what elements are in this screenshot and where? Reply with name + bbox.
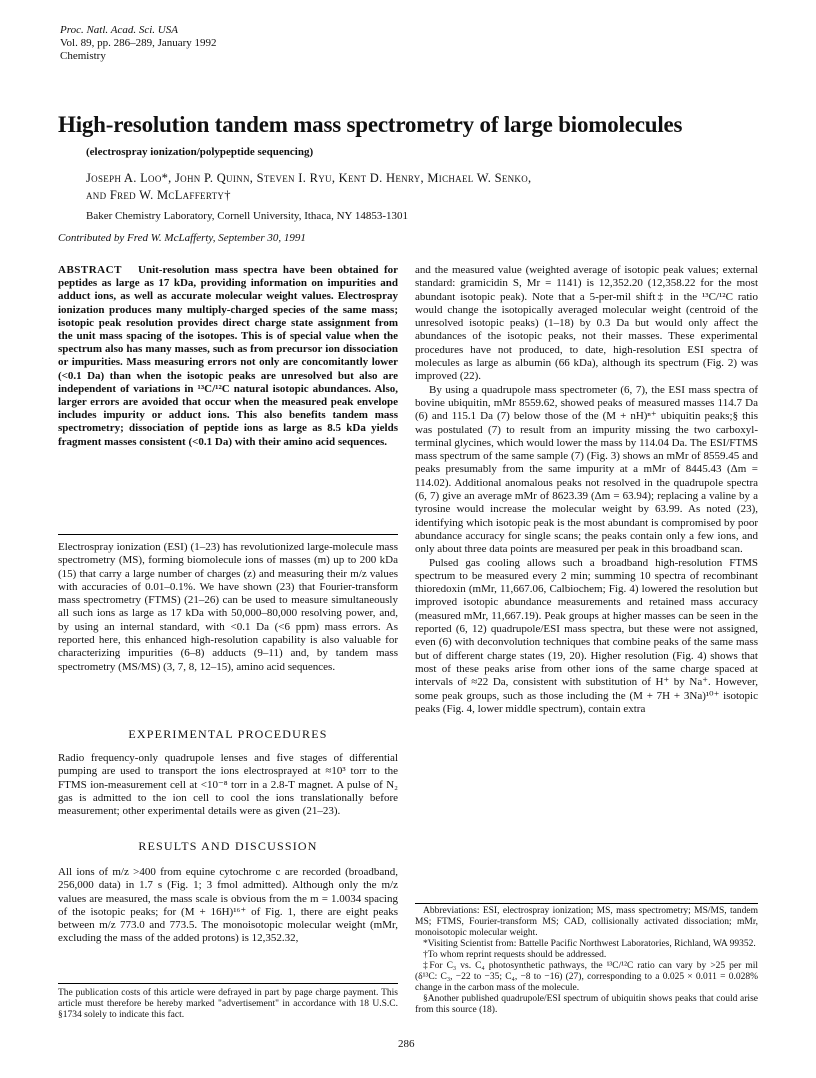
intro-text: Electrospray ionization (ESI) (1–23) has revolutionized large-molecule mass spectrometry (MS), forming biomolecule ions of masses (m) up to 200 kDa (15) that carry a large number of charges (z) and measuring their m/z values with accuracies of 0.01–0.1%. We have shown (23) that Fourier-transform mass spectrometry (FTMS) (21–26) can be used to measure simultaneously all such ions as large as 17 kDa with 50,000–80,000 resolving power, and, by using an internal standard, with <0.1 Da (<6 ppm) mass errors. As reported here, this enhanced high-resolution capability is also valuable for characterizing impurities (6–8) adducts (9–11) and, by tandem mass spectrometry (MS/MS) (3, 7, 8, 12–15), amino acid sequences. <box>58 541 398 673</box>
results-paragraph <box>58 866 398 946</box>
journal-header <box>60 24 217 63</box>
journal-section: Chemistry <box>60 50 106 62</box>
footnote-divider <box>415 903 758 904</box>
abstract-divider <box>58 534 398 535</box>
right-paragraph-3: Pulsed gas cooling allows such a broadband high-resolution FTMS spectrum to be measured every 2 min; summing 10 spectra of recombinant thioredoxin (mMr, 11,667.06, Calbiochem; Fig. 4) lowered the resolution but improved isotopic abundance measurements and retained mass accuracy (measured mMr, 11,667.19). Peak groups at higher masses can be seen in the reported (6, 12) quadrupole/ESI mass spectra, but these were not assigned, even (6) with deconvolution techniques that combine peaks of the same mass but of different charge states (19, 20). Higher resolution (Fig. 4) shows that most of these peaks arise from other ions of the same charge spaced at intervals of ≈22 Da, consistent with substitution of H⁺ by Na⁺. However, some peak groups, such as those including the (M + 7H + 3Na)¹⁰⁺ isotopic peaks (Fig. 4, lower middle spectrum), contain extra <box>415 556 758 715</box>
journal-name: Proc. Natl. Acad. Sci. USA <box>60 24 178 36</box>
article-authors <box>86 170 746 204</box>
pubcost-divider <box>58 983 398 984</box>
footnote-reprint: †To whom reprint requests should be addressed. <box>423 950 607 960</box>
article-keywords: (electrospray ionization/polypeptide sequencing) <box>86 146 314 158</box>
authors-line-2: and Fred W. McLafferty† <box>86 188 231 202</box>
results-heading: RESULTS AND DISCUSSION <box>138 839 318 853</box>
affiliation: Baker Chemistry Laboratory, Cornell University, Ithaca, NY 14853-1301 <box>86 210 408 222</box>
abstract <box>58 264 398 449</box>
footnote-abbreviations: Abbreviations: ESI, electrospray ionization; MS, mass spectrometry; MS/MS, tandem MS; FTMS, Fourier-transform MS; CAD, collisionally activated dissociation; mMr, monoisotopic molecular weight. <box>415 906 758 938</box>
right-paragraph-2: By using a quadrupole mass spectrometer (6, 7), the ESI mass spectra of bovine ubiquitin, mMr 8559.62, showed peaks of measured masses 114.7 Da (6) and 115.1 Da (7) below those of the (M + nH)ⁿ⁺ ubiquitin peaks;§ this was postulated (7) to result from an impurity missing the two carboxyl-terminal glycines, which would lower the mass by 114.04 Da. The ESI/FTMS mass spectrum of the same sample (7) (Fig. 3) shows an mMr of 8559.45 and peaks presumably from the same impurity at a mMr of 8445.43 (Δm = 114.02). Additional anomalous peaks not resolved in the quadrupole spectra (6, 7) give an average mMr of 8623.39 (Δm = 63.94); replacing a valine by a tyrosine would increase the molecular weight by 63.99. As noted (23), identifying which isotopic peak is the most abundant is compromised by poor abundance accuracy for single scans; the peaks contain only a few ions, and only about three data points are measured per peak in this broadband scan. <box>415 383 758 556</box>
footnote-other: §Another published quadrupole/ESI spectrum of ubiquitin shows peaks that could arise from this source (18). <box>415 994 758 1015</box>
journal-volume: Vol. 89, pp. 286–289, January 1992 <box>60 37 217 49</box>
footnotes <box>415 906 758 1016</box>
experimental-text: Radio frequency-only quadrupole lenses and five stages of differential pumping are used to transport the ions electrosprayed at ≈10³ torr to the FTMS ion-measurement cell at <10⁻⁸ torr in a 2.8-T magnet. A pulse of N₂ gas is admitted to the ion cell to cool the ions translationally before measurement; other experimental details were as given (21–23). <box>58 752 398 818</box>
intro-paragraph <box>58 541 398 674</box>
contributed-by: Contributed by Fred W. McLafferty, September 30, 1991 <box>58 232 306 244</box>
experimental-heading: EXPERIMENTAL PROCEDURES <box>128 727 328 741</box>
experimental-paragraph <box>58 752 398 818</box>
footnote-isotope: ‡For C₃ vs. C₄ photosynthetic pathways, the ¹³C/¹²C ratio can vary by >25 per mil (δ¹³C: C₃, −22 to −35; C₄, −8 to −16) (27), corresponding to a 0.025 × 0.011 = 0.028% change in the carbon mass of the molecule. <box>415 961 758 993</box>
right-column <box>415 264 758 716</box>
footnote-visiting: *Visiting Scientist from: Battelle Pacific Northwest Laboratories, Richland, WA 99352. <box>423 939 756 949</box>
page-number: 286 <box>398 1038 415 1050</box>
article-title: High-resolution tandem mass spectrometry of large biomolecules <box>58 112 683 137</box>
results-text: All ions of m/z >400 from equine cytochrome c are recorded (broadband, 256,000 data) in 1.7 s (Fig. 1; 3 fmol admitted). Although only the m/z values are measured, the mass scale is obvious from the m = 1.0034 spacing of the isotopic peaks; for (M + 16H)¹⁶⁺ of Fig. 1, there are eight peaks between m/z 773.0 and 773.5. The monoisotopic molecular weight (mMr, excluding the mass of the added protons) is 12,352.32, <box>58 866 398 945</box>
authors-line-1: Joseph A. Loo*, John P. Quinn, Steven I. Ryu, Kent D. Henry, Michael W. Senko, <box>86 171 532 185</box>
publication-cost-note: The publication costs of this article were defrayed in part by page charge payment. This article must therefore be hereby marked "advertisement" in accordance with 18 U.S.C. §1734 solely to indicate this fact. <box>58 988 398 1020</box>
right-paragraph-1: and the measured value (weighted average of isotopic peak values; external standard: gramicidin S, Mr = 1141) is 12,352.20 (12,358.22 for the most abundant isotopic peak). Note that a 5-per-mil shift‡ in the ¹³C/¹²C ratio would change the isotopically averaged molecular weight (centroid of the unresolved isotopic peaks) (1–18) by 0.3 Da but would only affect the abundances of the isotopic peaks, not their masses. These experimental procedures have not produced, to date, high-resolution ESI spectra of molecules as large as albumin (66 kDa), although its spectrum (Fig. 2) was improved (22). <box>415 264 758 383</box>
abstract-label: ABSTRACT <box>58 264 122 276</box>
abstract-text: Unit-resolution mass spectra have been obtained for peptides as large as 17 kDa, providing information on impurities and adduct ions, as well as accurate molecular weight values. Electrospray ionization produces many multiply-charged species of the same mass; isotopic peak resolution provides direct charge state assignment from the unit mass spacing of the isotopes. This is of special value when the spectrum also has many masses, such as from precursor ion dissociation or impurities. Mass measuring errors not only are concomitantly lower (<0.1 Da) than when the isotopic peaks are unresolved but also are independent of variations in ¹³C/¹²C natural isotopic abundances. Also, larger errors are avoided that occur when the measured peak envelope includes impurity or adduct ions. This also benefits tandem mass spectrometry; dissociation of peptide ions as large as 8.5 kDa yields fragment masses consistent (<0.1 Da) with their amino acid sequences. <box>58 264 399 448</box>
